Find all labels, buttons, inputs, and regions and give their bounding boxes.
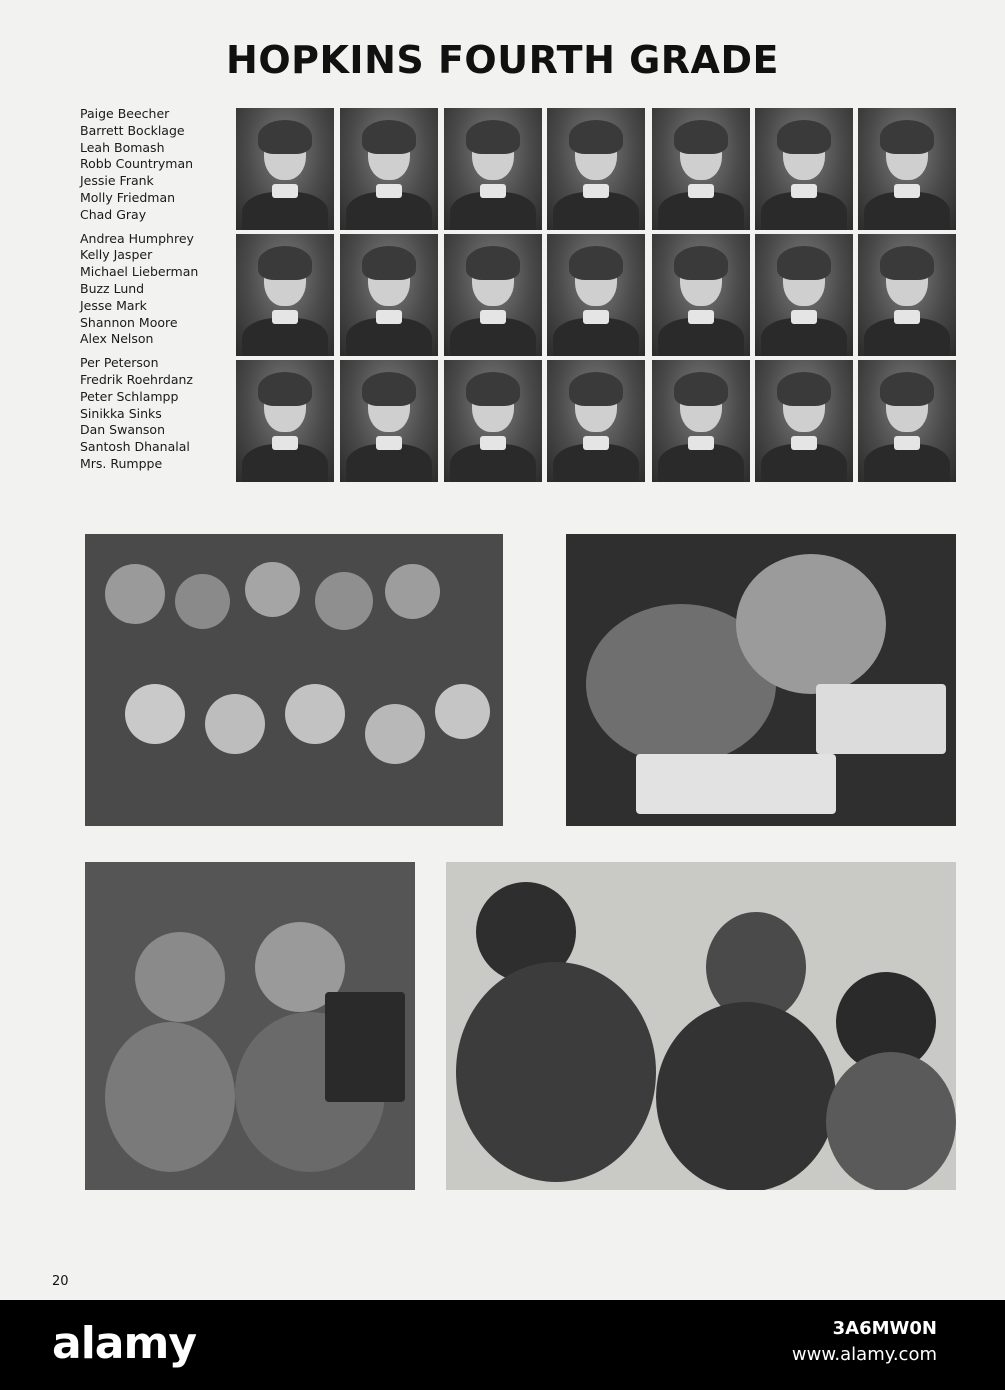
name-group-row-3	[80, 355, 230, 473]
student-portrait	[444, 360, 542, 482]
student-portrait	[236, 234, 334, 356]
student-name: Jesse Mark	[80, 297, 147, 313]
student-name: Paige Beecher	[80, 106, 170, 121]
student-name: Molly Friedman	[80, 189, 176, 205]
student-name: Barrett Bocklage	[80, 122, 185, 138]
name-group-row-2	[80, 231, 230, 349]
student-portrait	[444, 108, 542, 230]
student-name: Leah Bomash	[80, 139, 165, 155]
student-portrait	[755, 360, 853, 482]
page-number: 20	[52, 1274, 69, 1289]
site-url: www.alamy.com	[791, 1344, 937, 1365]
student-portrait	[340, 360, 438, 482]
student-name: Michael Lieberman	[80, 264, 199, 280]
student-name: Sinikka Sinks	[80, 405, 162, 421]
student-portrait	[652, 360, 750, 482]
image-id: 3A6MW0N	[832, 1318, 937, 1339]
student-name: Chad Gray	[80, 206, 147, 222]
students-reading-photo	[85, 862, 415, 1190]
class-group-photo	[85, 534, 503, 826]
student-name: Andrea Humphrey	[80, 230, 194, 246]
student-name: Per Peterson	[80, 355, 159, 371]
student-portrait	[236, 108, 334, 230]
student-name: Alex Nelson	[80, 331, 154, 347]
student-portrait	[755, 108, 853, 230]
student-portrait	[858, 234, 956, 356]
student-name: Fredrik Roehrdanz	[80, 371, 193, 387]
student-portrait	[444, 234, 542, 356]
student-portrait	[547, 108, 645, 230]
students-writing-photo	[566, 534, 956, 826]
stock-watermark-footer	[0, 1300, 1005, 1390]
student-name: Peter Schlampp	[80, 388, 179, 404]
student-portrait	[652, 234, 750, 356]
students-desk-work-photo	[446, 862, 956, 1190]
student-name-list	[80, 106, 230, 480]
name-group-row-1	[80, 106, 230, 224]
student-name: Robb Countryman	[80, 156, 194, 172]
student-name: Kelly Jasper	[80, 247, 153, 263]
student-name: Jessie Frank	[80, 173, 154, 189]
student-name: Shannon Moore	[80, 314, 178, 330]
student-portrait	[755, 234, 853, 356]
page-title: HOPKINS FOURTH GRADE	[226, 38, 779, 82]
student-portrait	[858, 360, 956, 482]
student-portrait	[652, 108, 750, 230]
student-portrait	[340, 234, 438, 356]
student-name: Buzz Lund	[80, 280, 145, 296]
student-name: Santosh Dhanalal	[80, 439, 190, 455]
teacher-name: Mrs. Rumppe	[80, 455, 163, 471]
student-portrait	[858, 108, 956, 230]
student-name: Dan Swanson	[80, 422, 166, 438]
student-portrait	[340, 108, 438, 230]
student-portrait	[547, 234, 645, 356]
alamy-logo: alamy	[52, 1318, 196, 1369]
student-portrait	[236, 360, 334, 482]
student-portrait	[547, 360, 645, 482]
